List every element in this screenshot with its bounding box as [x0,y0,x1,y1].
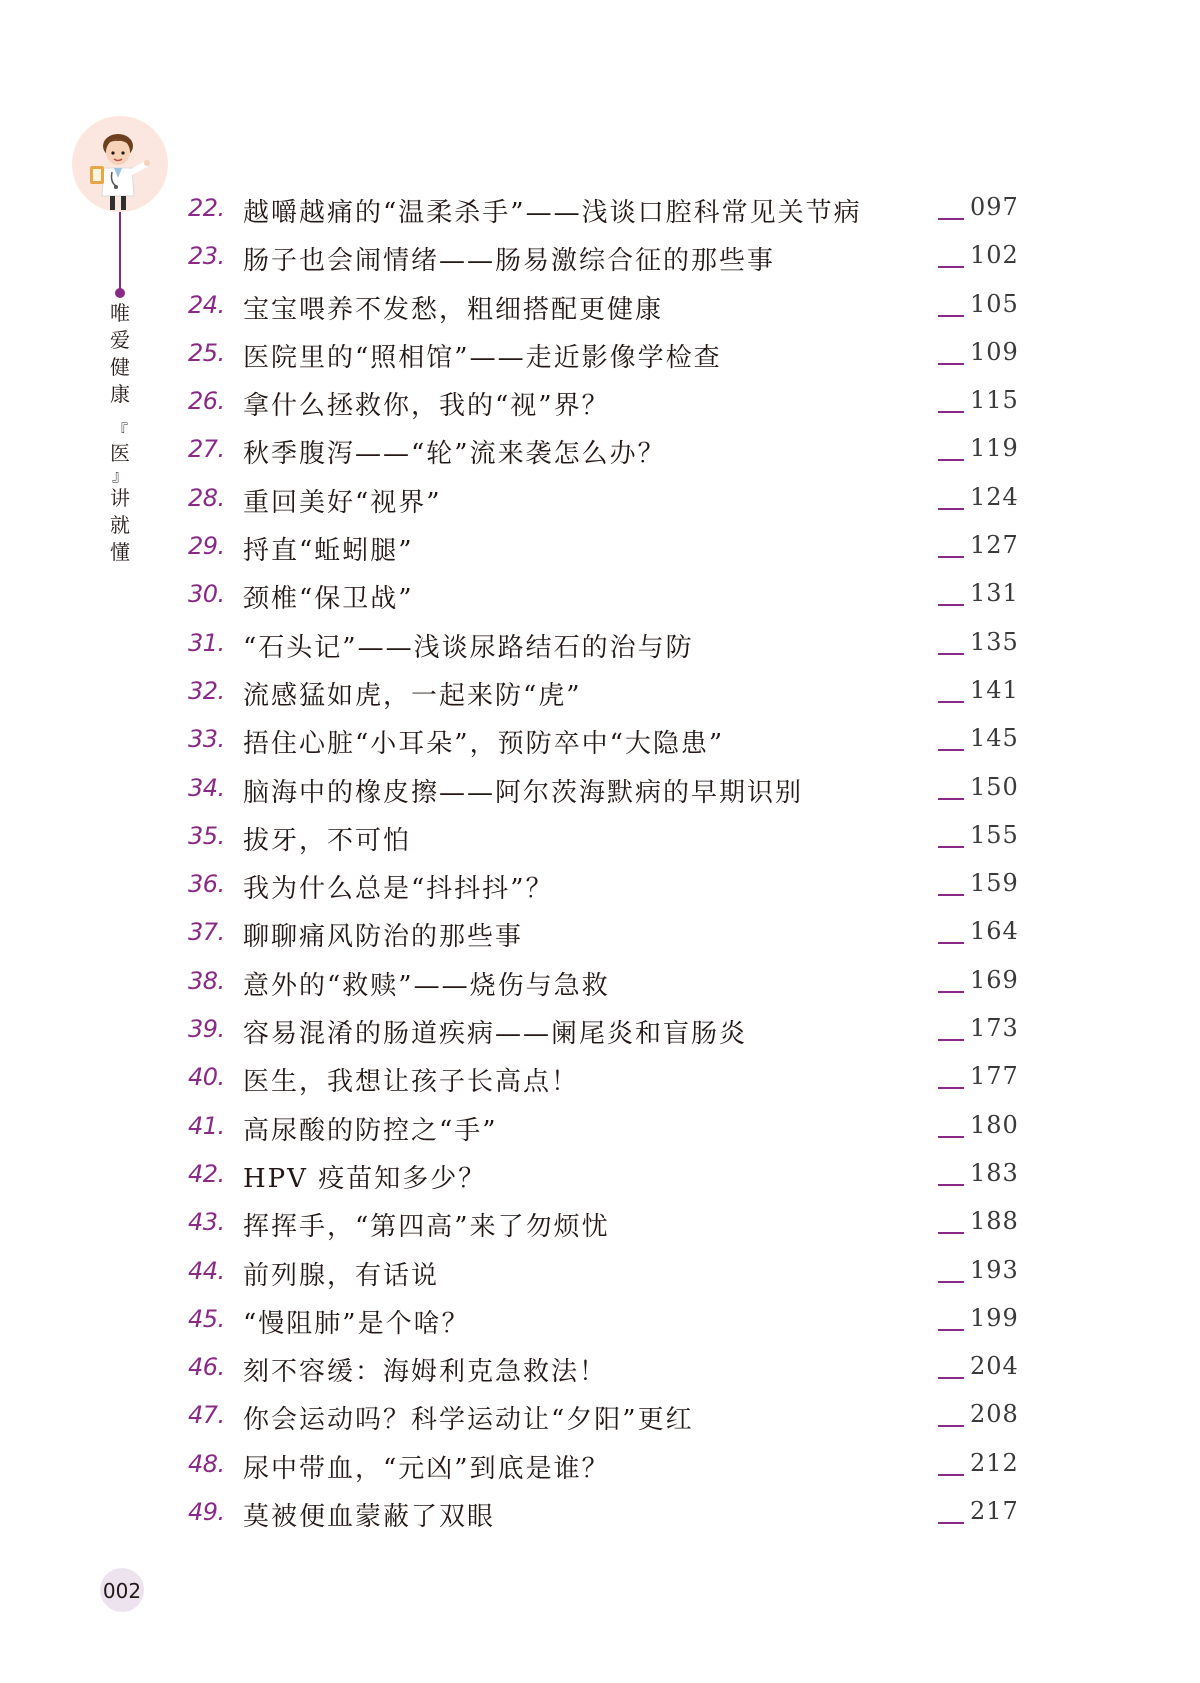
series-title-char: 唯 [110,301,130,325]
toc-entry-title[interactable]: “慢阻肺”是个啥？ [243,1308,470,1339]
toc-leader [938,604,964,606]
toc-entry-page: 193 [970,1255,1019,1284]
toc-entry-title[interactable]: 我为什么总是“抖抖抖”？ [243,874,554,905]
toc-entry[interactable] [0,1349,1200,1397]
toc-entry-page: 180 [970,1110,1019,1139]
toc-entry[interactable] [0,770,1200,818]
toc-entry-title[interactable]: 医院里的“照相馆”——走近影像学检查 [243,342,722,373]
toc-entry-title[interactable]: 捂住心脏“小耳朵”，预防卒中“大隐患” [243,729,725,760]
toc-entry-number: 38. [188,966,225,995]
toc-entry-page: 212 [970,1448,1019,1477]
toc-entry-page: 204 [970,1352,1019,1381]
toc-entry-title[interactable]: 重回美好“视界” [243,487,442,518]
series-title-char: 康 [110,382,130,406]
page-number: 002 [102,1579,142,1603]
toc-entry[interactable] [0,1204,1200,1252]
toc-entry-title[interactable]: 挥挥手，“第四高”来了勿烦忧 [243,1212,610,1243]
toc-entry[interactable] [0,963,1200,1011]
toc-entry-number: 42. [188,1159,225,1188]
toc-entry-title[interactable]: 越嚼越痛的“温柔杀手”——浅谈口腔科常见关节病 [243,198,862,228]
toc-entry[interactable] [0,914,1200,962]
toc-leader [938,749,964,751]
toc-leader [938,1425,964,1427]
toc-leader [938,508,964,510]
toc-entry-number: 40. [188,1063,225,1092]
toc-entry[interactable] [0,1011,1200,1059]
toc-entry[interactable] [0,480,1200,528]
toc-entry-title[interactable]: 意外的“救赎”——烧伤与急救 [243,970,610,1001]
toc-entry-title[interactable]: 秋季腹泻——“轮”流来袭怎么办？ [243,439,666,470]
toc-entry-page: 155 [970,820,1019,849]
toc-leader [938,1232,964,1234]
toc-entry[interactable] [0,866,1200,914]
toc-leader [938,653,964,655]
toc-entry-page: 150 [970,772,1019,801]
toc-entry-page: 105 [970,289,1019,318]
toc-entry-page: 159 [970,869,1019,898]
toc-entry-page: 208 [970,1400,1019,1429]
toc-leader [938,363,964,365]
toc-entry-title[interactable]: 宝宝喂养不发愁，粗细搭配更健康 [243,294,664,325]
toc-entry-title[interactable]: HPV 疫苗知多少？ [243,1163,487,1194]
toc-entry[interactable] [0,431,1200,479]
toc-entry-page: 177 [970,1062,1019,1091]
toc-entry[interactable] [0,528,1200,576]
toc-entry-page: 164 [970,917,1019,946]
toc-entry-page: 173 [970,1014,1019,1043]
toc-leader [938,846,964,848]
toc-entry-number: 27. [188,435,225,464]
toc-entry[interactable] [0,1156,1200,1204]
toc-entry-page: 102 [970,241,1019,270]
bracket-close: 』 [111,466,128,485]
toc-entry-number: 30. [188,580,225,609]
toc-entry-title[interactable]: “石头记”——浅谈尿路结石的治与防 [243,632,694,663]
toc-leader [938,1281,964,1283]
toc-entry[interactable] [0,1301,1200,1349]
toc-entry-number: 47. [188,1401,225,1430]
toc-entry[interactable] [0,335,1200,383]
toc-entry-title[interactable]: 颈椎“保卫战” [243,584,414,615]
toc-leader [938,218,964,220]
toc-entry-number: 25. [188,338,225,367]
toc-entry-title[interactable]: 捋直“蚯蚓腿” [243,536,414,567]
toc-entry[interactable] [0,1253,1200,1301]
toc-leader [938,1474,964,1476]
toc-entry[interactable] [0,1108,1200,1156]
toc-entry[interactable] [0,287,1200,335]
series-title-char: 健 [110,355,130,379]
toc-entry-page: 183 [970,1158,1019,1187]
toc-entry-number: 37. [188,918,225,947]
toc-entry[interactable] [0,818,1200,866]
toc-entry[interactable] [0,1446,1200,1494]
series-subtitle-char: 医 [110,441,130,465]
toc-entry-page: 097 [970,193,1019,221]
toc-entry-page: 131 [970,579,1019,608]
toc-entry-page: 109 [970,337,1019,366]
toc-entry-number: 36. [188,870,225,899]
toc-entry-number: 22. [188,194,225,222]
toc-entry[interactable] [0,721,1200,769]
toc-entry[interactable] [0,625,1200,673]
toc-entry[interactable] [0,673,1200,721]
toc-leader [938,1377,964,1379]
toc-leader [938,1522,964,1524]
toc-entry-page: 135 [970,627,1019,656]
series-title-char: 爱 [110,328,130,352]
bracket-open: 『 [111,421,128,440]
toc-entry[interactable] [0,238,1200,286]
toc-entry-page: 127 [970,531,1019,560]
toc-entry-number: 39. [188,1015,225,1044]
toc-entry-title[interactable]: 莫被便血蒙蔽了双眼 [243,1502,496,1533]
toc-entry-number: 24. [188,290,225,319]
toc-entry-page: 145 [970,724,1019,753]
toc-entry-page: 169 [970,965,1019,994]
toc-entry-title[interactable]: 肠子也会闹情绪——肠易激综合征的那些事 [243,246,776,277]
toc-entry-number: 26. [188,387,225,416]
toc-entry-number: 23. [188,242,225,271]
toc-entry-title[interactable]: 聊聊痛风防治的那些事 [243,922,524,953]
series-subtitle-char: 讲 [110,486,130,510]
toc-entry-title[interactable]: 高尿酸的防控之“手” [243,1115,498,1146]
toc-leader [938,701,964,703]
toc-entry[interactable] [0,1397,1200,1445]
toc-leader [938,315,964,317]
toc-leader [938,1329,964,1331]
toc-entry-title[interactable]: 容易混淆的肠道疾病——阑尾炎和盲肠炎 [243,1019,748,1050]
toc-entry-title[interactable]: 拔牙，不可怕 [243,825,412,856]
toc-entry-title[interactable]: 前列腺，有话说 [243,1260,440,1291]
toc-leader [938,991,964,993]
toc-entry[interactable] [0,1059,1200,1107]
toc-entry-title[interactable]: 拿什么拯救你，我的“视”界？ [243,391,610,422]
toc-entry-number: 45. [188,1304,225,1333]
toc-leader [938,942,964,944]
toc-entry-number: 48. [188,1449,225,1478]
toc-entry-number: 31. [188,628,225,657]
toc-entry-title[interactable]: 流感猛如虎，一起来防“虎” [243,680,582,711]
toc-entry-number: 35. [188,821,225,850]
toc-entry-number: 33. [188,725,225,754]
series-subtitle-char: 懂 [110,540,130,564]
toc-leader [938,266,964,268]
toc-entry-title[interactable]: 尿中带血，“元凶”到底是谁？ [243,1453,610,1484]
toc-leader [938,1087,964,1089]
table-of-contents [0,190,1200,1542]
toc-entry-number: 34. [188,773,225,802]
toc-leader [938,459,964,461]
toc-entry-number: 28. [188,483,225,512]
toc-entry-page: 115 [970,386,1019,415]
toc-leader [938,894,964,896]
toc-entry-page: 217 [970,1497,1019,1526]
toc-leader [938,1136,964,1138]
toc-entry-page: 124 [970,482,1019,511]
toc-entry-title[interactable]: 医生，我想让孩子长高点！ [243,1067,580,1098]
toc-leader [938,556,964,558]
toc-leader [938,1039,964,1041]
toc-leader [938,1184,964,1186]
toc-entry-page: 119 [970,434,1019,463]
toc-entry-title[interactable]: 你会运动吗？科学运动让“夕阳”更红 [243,1405,694,1436]
toc-entry[interactable] [0,1494,1200,1542]
toc-entry[interactable] [0,383,1200,431]
toc-entry-number: 43. [188,1208,225,1237]
toc-entry-number: 44. [188,1256,225,1285]
toc-entry-title[interactable]: 刻不容缓：海姆利克急救法！ [243,1357,608,1388]
toc-entry-number: 41. [188,1111,225,1140]
toc-entry-number: 29. [188,532,225,561]
toc-entry-number: 32. [188,676,225,705]
toc-leader [938,798,964,800]
toc-entry-page: 199 [970,1303,1019,1332]
toc-leader [938,411,964,413]
toc-entry-number: 49. [188,1498,225,1527]
toc-entry-number: 46. [188,1353,225,1382]
toc-entry[interactable] [0,190,1200,238]
toc-entry[interactable] [0,576,1200,624]
toc-entry-page: 141 [970,675,1019,704]
toc-entry-title[interactable]: 脑海中的橡皮擦——阿尔茨海默病的早期识别 [243,777,804,808]
toc-entry-page: 188 [970,1207,1019,1236]
series-subtitle-char: 就 [110,513,130,537]
